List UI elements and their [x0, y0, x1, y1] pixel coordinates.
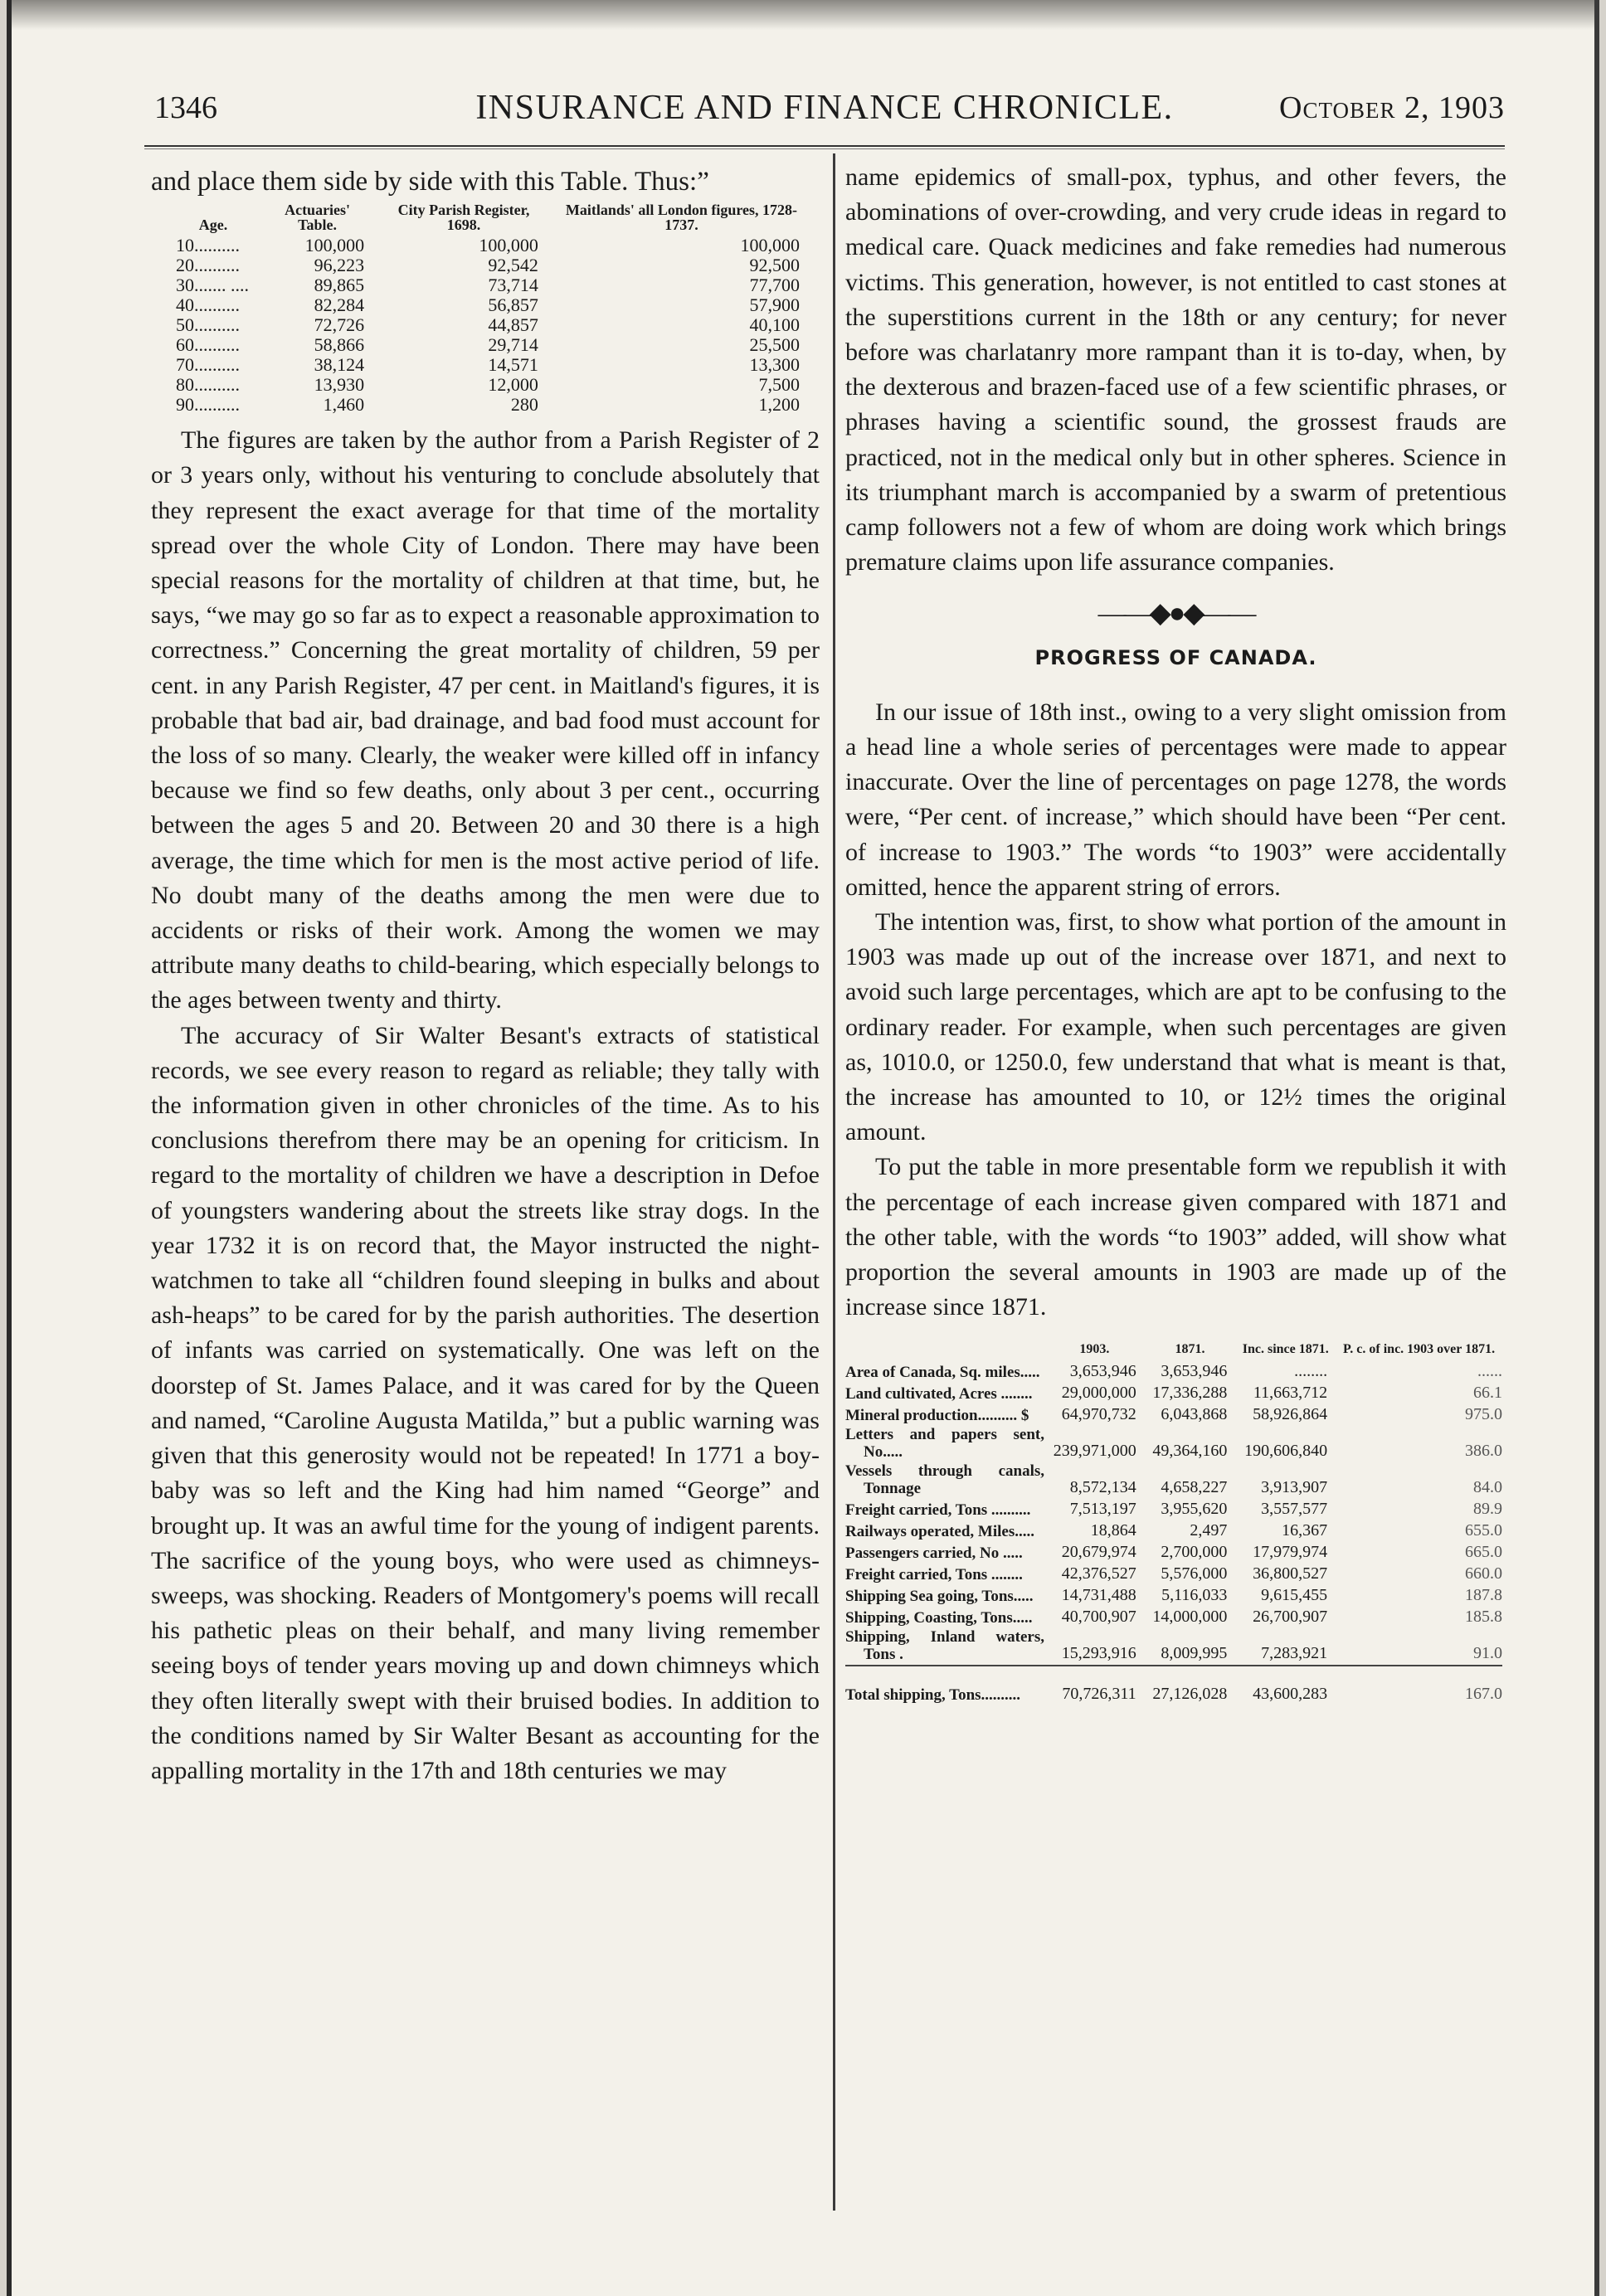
- table-cell: 2,700,000: [1161, 1542, 1228, 1561]
- row-label: Freight carried, Tons ........: [845, 1565, 1023, 1583]
- table-cell: 26,700,907: [1253, 1607, 1328, 1626]
- table-cell: 3,955,620: [1161, 1499, 1228, 1518]
- table-cell: 15,293,916: [1061, 1643, 1136, 1662]
- body-paragraph: The figures are taken by the author from a Parish Register of 2 or 3 years only, without his venturing to conclude absolutely that they represent the exact average for that time of the mortality spread over the whole City of London. There may have been special reasons for the mortality of children at that time, but, he says, “we may go so far as to expect a reasonable approximation to correctness.” Concerning the great mortality of children, 59 per cent. in any Parish Register, 47 per cent. in Maitland's figures, it is probable that bad air, bad drainage, and bad food must account for the loss of so many. Clearly, the weaker were killed off in infancy because we find so few deaths, only about 3 per cent., occurring between the ages 5 and 20. Between 20 and 30 there is a high average, the time which for men is the most active period of life. No doubt many of the deaths among the men were due to accidents or risks of their work. Among the women we may attribute many deaths to child-bearing, which especially belongs to the ages between twenty and thirty.: [151, 426, 820, 1014]
- col-header-1903: 1903.: [1079, 1341, 1110, 1356]
- table-cell: 18,864: [1090, 1520, 1136, 1540]
- table-row: [845, 1520, 1502, 1542]
- progress-table: [845, 1342, 1502, 1705]
- table-cell: 29,000,000: [1061, 1383, 1136, 1402]
- table-cell: 187.8: [1465, 1585, 1502, 1604]
- table-cell: 50..........: [176, 314, 240, 336]
- col-header-actuaries: Actuaries' Table.: [285, 202, 351, 234]
- row-label: Railways operated, Miles.....: [845, 1522, 1034, 1540]
- table-cell: 57,900: [749, 294, 800, 316]
- table-cell: ......: [1477, 1361, 1502, 1380]
- col-header-age: Age.: [198, 216, 228, 234]
- table-row: [176, 295, 820, 315]
- table-cell: 386.0: [1465, 1441, 1502, 1460]
- table-cell: 40,700,907: [1061, 1607, 1136, 1626]
- left-column: [151, 164, 820, 1788]
- col-header-percent: P. c. of inc. 1903 over 1871.: [1343, 1341, 1496, 1356]
- table-cell: 100,000: [304, 235, 365, 256]
- table-cell: 7,513,197: [1069, 1499, 1136, 1518]
- table-cell: 91.0: [1473, 1643, 1502, 1662]
- table-cell: 92,542: [488, 255, 538, 276]
- table-cell: 77,700: [749, 275, 800, 296]
- table-cell: 12,000: [488, 374, 538, 396]
- table-cell: 84.0: [1473, 1477, 1502, 1496]
- col-header-increase: Inc. since 1871.: [1242, 1341, 1329, 1356]
- table-cell: 16,367: [1282, 1520, 1328, 1540]
- table-row: [176, 315, 820, 335]
- table-cell: 89.9: [1473, 1499, 1502, 1518]
- table-cell: 72,726: [314, 314, 365, 336]
- table-row: [176, 335, 820, 355]
- table-row: [845, 1607, 1502, 1628]
- table-row: [176, 375, 820, 395]
- table-row: [845, 1361, 1502, 1383]
- table-cell: 49,364,160: [1152, 1441, 1228, 1460]
- table-row: [845, 1564, 1502, 1585]
- table-cell: 96,223: [314, 255, 365, 276]
- table-cell: 3,653,946: [1161, 1361, 1228, 1380]
- scan-edge-shadow: [12, 0, 1594, 30]
- table-cell: 40,100: [749, 314, 800, 336]
- table-cell: 89,865: [314, 275, 365, 296]
- table-cell: 665.0: [1465, 1542, 1502, 1561]
- table-cell: 8,009,995: [1161, 1643, 1228, 1662]
- document-page: [7, 0, 1599, 2296]
- table-row: [845, 1542, 1502, 1564]
- row-label: Shipping, Inland waters, Tons .: [845, 1627, 1044, 1663]
- table-cell: 190,606,840: [1244, 1441, 1328, 1460]
- table-cell: 70,726,311: [1062, 1684, 1136, 1703]
- table-cell: 73,714: [488, 275, 538, 296]
- table-cell: 1,460: [323, 394, 365, 416]
- table-cell: 90..........: [176, 394, 240, 416]
- row-label: Shipping, Coasting, Tons.....: [845, 1608, 1033, 1627]
- body-paragraph: To put the table in more presentable form we republish it with the percentage of each increase given compared with 1871 and the other table, with the words “to 1903” added, will show what proportion the several amounts in 1903 are made up of the increase since 1871.: [845, 1153, 1506, 1321]
- page-number: 1346: [154, 90, 217, 125]
- row-label: Total shipping, Tons..........: [845, 1686, 1021, 1704]
- table-cell: 14,571: [488, 354, 538, 376]
- column-divider: [833, 153, 835, 2211]
- table-cell: 13,930: [314, 374, 365, 396]
- ornament-divider-icon: ——◆●◆——: [1097, 598, 1254, 630]
- table-cell: 80..........: [176, 374, 240, 396]
- page-header: [144, 83, 1505, 133]
- table-row: [845, 1383, 1502, 1404]
- table-cell: 44,857: [488, 314, 538, 336]
- table-row: [845, 1628, 1502, 1666]
- table-row: [176, 355, 820, 375]
- table-cell: 82,284: [314, 294, 365, 316]
- section-title: PROGRESS OF CANADA.: [1034, 645, 1317, 669]
- table-cell: 58,926,864: [1253, 1404, 1328, 1423]
- table-row: [845, 1499, 1502, 1520]
- table-cell: 58,866: [314, 334, 365, 356]
- table-cell: 7,500: [758, 374, 800, 396]
- table-cell: 66.1: [1473, 1383, 1502, 1402]
- col-header-item: [845, 1342, 1044, 1361]
- body-paragraph: The intention was, first, to show what portion of the amount in 1903 was made up out of the increase over 1871, and next to avoid such large percentages, which are apt to be confusing to the ordinary reader. For example, when such percentages are given as, 1010.0, or 1250.0, few understand that what is meant is that, the increase has amounted to 10, or 12½ times the original amount.: [845, 908, 1506, 1146]
- mortality-table-header: [176, 202, 820, 236]
- table-cell: 8,572,134: [1069, 1477, 1136, 1496]
- table-cell: 4,658,227: [1161, 1477, 1228, 1496]
- row-label: Area of Canada, Sq. miles.....: [845, 1363, 1040, 1381]
- table-cell: 14,731,488: [1061, 1585, 1136, 1604]
- table-cell: 30....... ....: [176, 275, 249, 296]
- mortality-table: [176, 202, 820, 415]
- right-column: [845, 160, 1506, 1705]
- table-cell: 3,557,577: [1261, 1499, 1328, 1518]
- table-cell: 11,663,712: [1253, 1383, 1328, 1402]
- table-cell: 36,800,527: [1253, 1564, 1328, 1583]
- table-cell: 660.0: [1465, 1564, 1502, 1583]
- table-cell: 14,000,000: [1152, 1607, 1228, 1626]
- row-label: Freight carried, Tons ..........: [845, 1501, 1031, 1519]
- row-label: Mineral production.......... $: [845, 1406, 1029, 1424]
- table-cell: 9,615,455: [1261, 1585, 1328, 1604]
- table-cell: 70..........: [176, 354, 240, 376]
- table-cell: 20,679,974: [1061, 1542, 1136, 1561]
- table-cell: 655.0: [1465, 1520, 1502, 1540]
- table-cell: 5,576,000: [1161, 1564, 1228, 1583]
- table-cell: 43,600,283: [1253, 1684, 1328, 1703]
- header-rule: [144, 145, 1505, 149]
- table-row: [176, 395, 820, 415]
- table-cell: 92,500: [749, 255, 800, 276]
- table-cell: 56,857: [488, 294, 538, 316]
- table-cell: 25,500: [749, 334, 800, 356]
- table-row: [176, 255, 820, 275]
- table-cell: 20..........: [176, 255, 240, 276]
- table-cell: 2,497: [1190, 1520, 1228, 1540]
- table-cell: 100,000: [740, 235, 800, 256]
- row-label: Shipping Sea going, Tons.....: [845, 1587, 1034, 1605]
- table-row: [845, 1404, 1502, 1426]
- table-cell: 1,200: [758, 394, 800, 416]
- table-cell: 42,376,527: [1061, 1564, 1136, 1583]
- table-cell: 60..........: [176, 334, 240, 356]
- publication-title: INSURANCE AND FINANCE CHRONICLE.: [475, 89, 1174, 127]
- table-total-rule: [845, 1666, 1502, 1677]
- table-row: [845, 1585, 1502, 1607]
- row-label: Land cultivated, Acres ........: [845, 1384, 1033, 1403]
- table-row: [845, 1462, 1502, 1499]
- col-header-1871: 1871.: [1175, 1341, 1205, 1356]
- table-cell: 3,653,946: [1069, 1361, 1136, 1380]
- table-total-row: [845, 1677, 1502, 1705]
- table-cell: 5,116,033: [1161, 1585, 1228, 1604]
- table-row: [176, 236, 820, 255]
- table-cell: 29,714: [488, 334, 538, 356]
- table-cell: ........: [1294, 1361, 1328, 1380]
- col-header-city-parish: City Parish Register, 1698.: [397, 202, 530, 234]
- intro-line: and place them side by side with this Table. Thus:”: [151, 167, 709, 197]
- table-cell: 280: [510, 394, 538, 416]
- table-cell: 975.0: [1465, 1404, 1502, 1423]
- table-cell: 239,971,000: [1053, 1441, 1136, 1460]
- table-cell: 6,043,868: [1161, 1404, 1228, 1423]
- body-paragraph: The accuracy of Sir Walter Besant's extracts of statistical records, we see every reason to regard as reliable; they tally with the information given in other chronicles of the time. As to his conclusions therefrom there may be an opening for criticism. In regard to the mortality of children we have a description in Defoe of youngsters wandering about the streets like stray dogs. In the year 1732 it is on record that, the Mayor instructed the night-watchmen to take all “children found sleeping in bulks and about ash-heaps” to be cared for by the parish authorities. The desertion of infants was carried on systematically. One was left on the doorstep of St. James Palace, and it was cared for by the Queen and named, “Caroline Augusta Matilda,” but a public warning was given that this generosity would not be repeated! In 1771 a boy-baby was so left and the King had him named “George” and brought up. It was an awful time for the young of indigent parents. The sacrifice of the young boys, who were used as chimneys-sweeps, was shocking. Readers of Montgomery's poems will recall his pathetic pleas on their behalf, and many living remember seeing boys of tender years moving up and down chimneys which they often literally swept with their bruised bodies. In addition to the conditions named by Sir Walter Besant as accounting for the appalling mortality in the 17th and 18th centuries we may: [151, 1021, 820, 1784]
- continued-paragraph: name epidemics of small-pox, typhus, and other fevers, the abominations of over-crowding, and very crude ideas in regard to medical care. Quack medicines and fake remedies had numerous victims. This generation, however, is not entitled to cast stones at the superstitions current in the 18th or any century; for never before was charlatanry more rampant than it is to-day, when, by the dexterous and brazen-faced use of a few scientific phrases, or phrases having a scientific sound, the grossest frauds are practiced, not in the medical only but in other spheres. Science in its triumphant march is accompanied by a swarm of pretentious camp followers not a few of whom are doing work which brings premature claims upon life assurance companies.: [845, 163, 1506, 576]
- table-cell: 167.0: [1465, 1684, 1502, 1703]
- issue-date: October 2, 1903: [1279, 90, 1505, 125]
- table-cell: 38,124: [314, 354, 365, 376]
- table-cell: 185.8: [1465, 1607, 1502, 1626]
- table-cell: 3,913,907: [1261, 1477, 1328, 1496]
- table-cell: 40..........: [176, 294, 240, 316]
- table-cell: 17,336,288: [1152, 1383, 1228, 1402]
- table-cell: 7,283,921: [1261, 1643, 1328, 1662]
- col-header-maitlands: Maitlands' all London figures, 1728-1737.: [565, 202, 798, 234]
- table-row: [845, 1426, 1502, 1462]
- table-cell: 10..........: [176, 235, 240, 256]
- table-row: [176, 275, 820, 295]
- table-cell: 64,970,732: [1061, 1404, 1136, 1423]
- row-label: Vessels through canals, Tonnage: [845, 1462, 1044, 1497]
- row-label: Letters and papers sent, No.....: [845, 1425, 1044, 1461]
- progress-table-header: [845, 1342, 1502, 1361]
- row-label: Passengers carried, No .....: [845, 1544, 1023, 1562]
- body-paragraph: In our issue of 18th inst., owing to a very slight omission from a head line a whole series of percentages were made to appear inaccurate. Over the line of percentages on page 1278, the words were, “Per cent. of increase,” which should have been “Per cent. of increase to 1903.” The words “to 1903” were accidentally omitted, hence the apparent string of errors.: [845, 698, 1506, 901]
- table-cell: 17,979,974: [1253, 1542, 1328, 1561]
- table-cell: 100,000: [479, 235, 538, 256]
- table-cell: 13,300: [749, 354, 800, 376]
- table-cell: 27,126,028: [1152, 1684, 1228, 1703]
